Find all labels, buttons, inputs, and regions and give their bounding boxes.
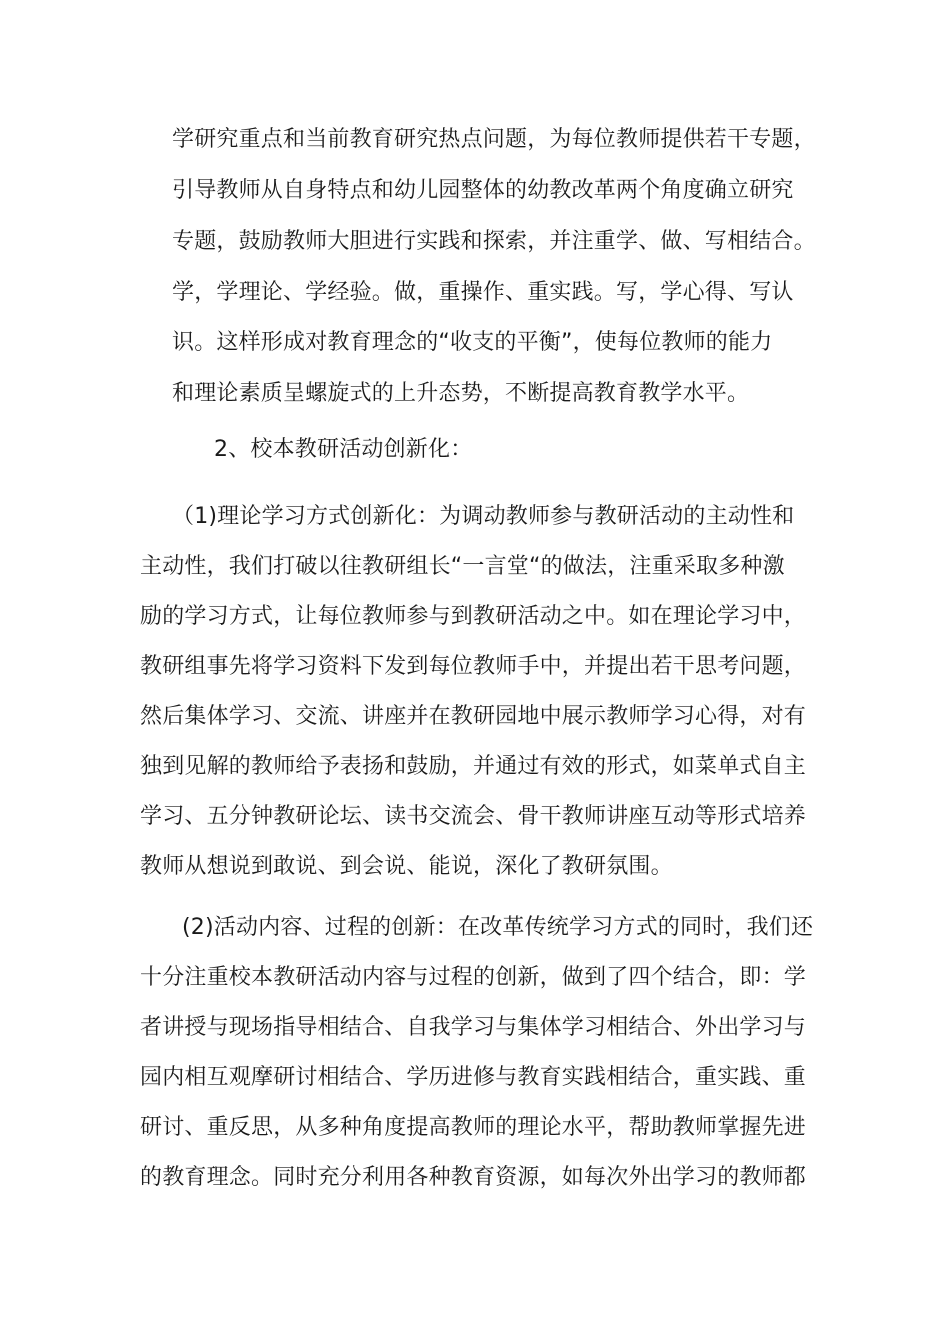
- paragraph-2-line-5: 然后集体学习、交流、讲座并在教研园地中展示教师学习心得，对有: [140, 704, 807, 729]
- paragraph-1-line-5: 识。这样形成对教育理念的“收支的平衡”，使每位教师的能力: [172, 330, 773, 355]
- section-heading: 2、校本教研活动创新化：: [214, 437, 473, 462]
- paragraph-3-line-5: 研讨、重反思，从多种角度提高教师的理论水平，帮助教师掌握先进: [140, 1115, 807, 1140]
- paragraph-2-line-6: 独到见解的教师给予表扬和鼓励，并通过有效的形式，如菜单式自主: [140, 754, 807, 779]
- paragraph-3-line-1: (2)活动内容、过程的创新：在改革传统学习方式的同时，我们还: [182, 915, 814, 940]
- paragraph-1-line-4: 学，学理论、学经验。做，重操作、重实践。写，学心得、写认: [172, 280, 794, 305]
- paragraph-3-line-4: 园内相互观摩研讨相结合、学历进修与教育实践相结合，重实践、重: [140, 1065, 807, 1090]
- paragraph-3-line-6: 的教育理念。同时充分利用各种教育资源，如每次外出学习的教师都: [140, 1165, 807, 1190]
- paragraph-2-line-7: 学习、五分钟教研论坛、读书交流会、骨干教师讲座互动等形式培养: [140, 804, 807, 829]
- paragraph-1-line-2: 引导教师从自身特点和幼儿园整体的幼教改革两个角度确立研究: [172, 178, 794, 203]
- paragraph-1-line-3: 专题，鼓励教师大胆进行实践和探索，并注重学、做、写相结合。: [172, 229, 816, 254]
- paragraph-3-line-2: 十分注重校本教研活动内容与过程的创新，做到了四个结合，即：学: [140, 965, 807, 990]
- paragraph-3-line-3: 者讲授与现场指导相结合、自我学习与集体学习相结合、外出学习与: [140, 1015, 807, 1040]
- paragraph-2-line-1: （1)理论学习方式创新化：为调动教师参与教研活动的主动性和: [172, 504, 795, 529]
- paragraph-2-line-3: 励的学习方式，让每位教师参与到教研活动之中。如在理论学习中，: [140, 604, 807, 629]
- paragraph-2-line-2: 主动性，我们打破以往教研组长“一言堂“的做法，注重采取多种激: [140, 554, 785, 579]
- paragraph-1-line-1: 学研究重点和当前教育研究热点问题，为每位教师提供若干专题，: [172, 127, 816, 152]
- paragraph-1-line-6: 和理论素质呈螺旋式的上升态势，不断提高教育教学水平。: [172, 381, 750, 406]
- paragraph-2-line-8: 教师从想说到敢说、到会说、能说，深化了教研氛围。: [140, 854, 673, 879]
- paragraph-2-line-4: 教研组事先将学习资料下发到每位教师手中，并提出若干思考问题，: [140, 654, 807, 679]
